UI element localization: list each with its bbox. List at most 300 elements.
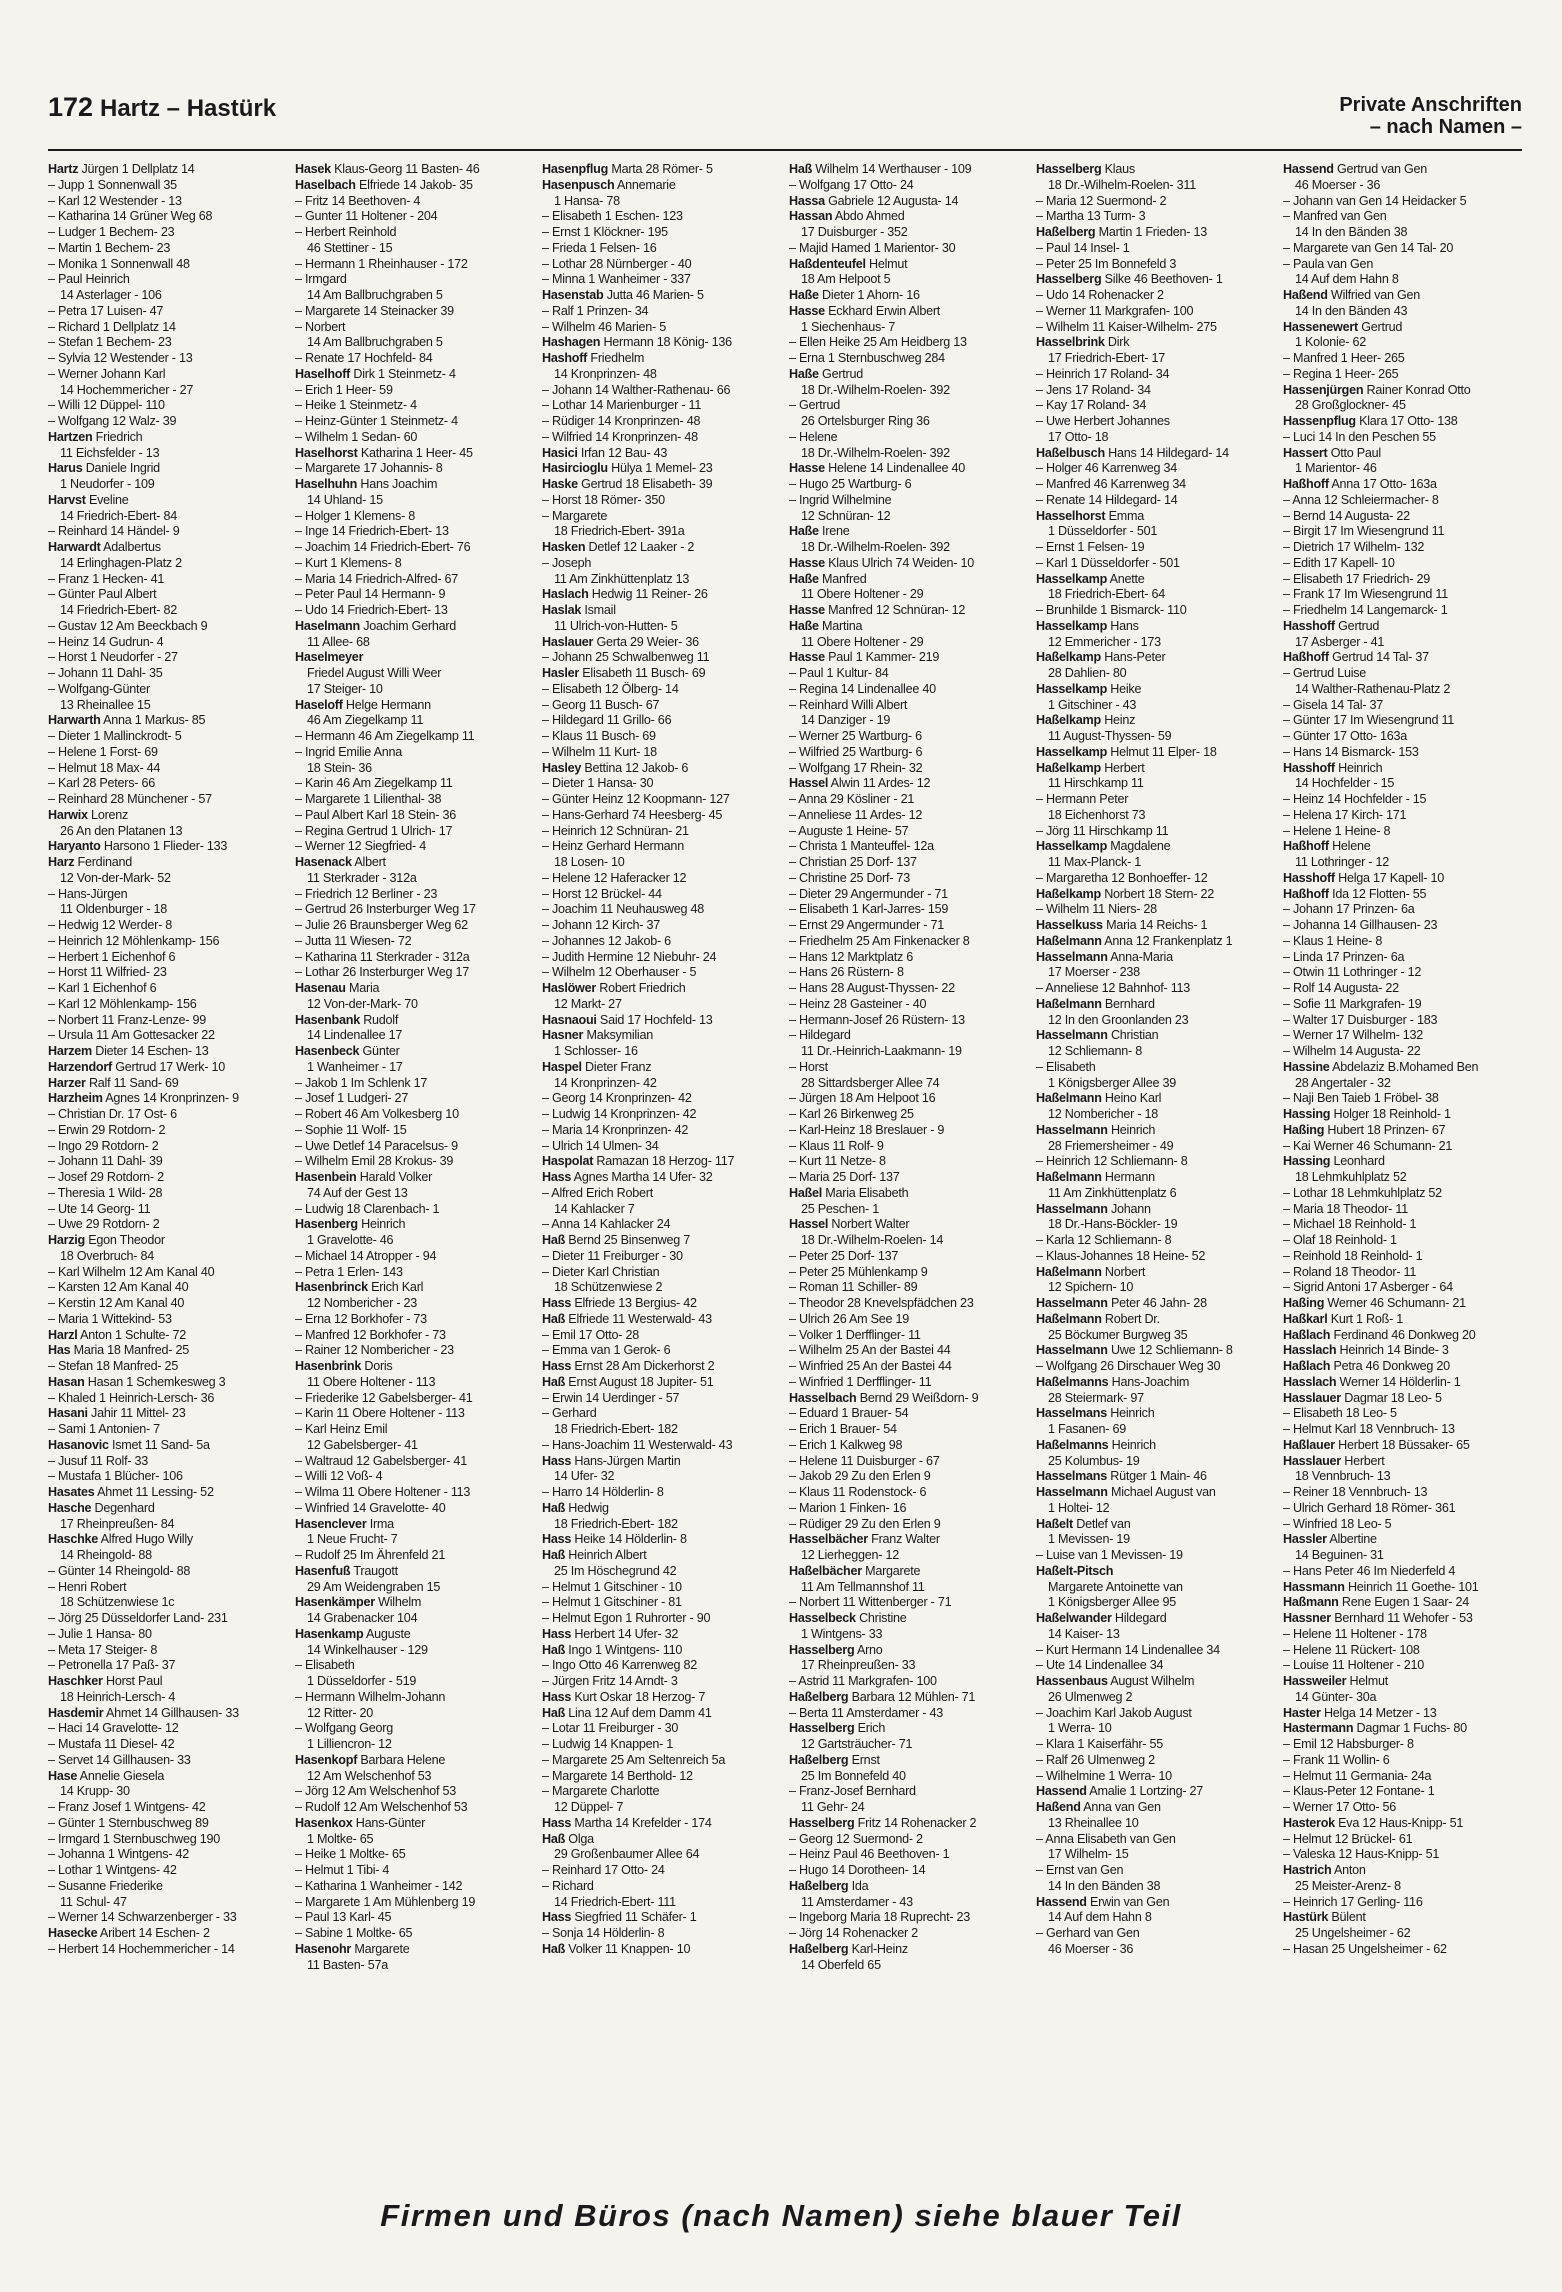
directory-entry: – Heinz-Günter 1 Steinmetz- 4 bbox=[295, 414, 458, 428]
directory-entry: – Emil 12 Habsburger- 8 bbox=[1283, 1737, 1414, 1751]
directory-entry: – Ernst van Gen bbox=[1036, 1863, 1124, 1877]
surname: Hassine bbox=[1283, 1059, 1330, 1074]
directory-entry: – Martin 1 Bechem- 23 bbox=[48, 240, 171, 255]
directory-entry: Haßlach Ferdinand 46 Donkweg 20 bbox=[1283, 1327, 1476, 1342]
surname: Hass bbox=[542, 1532, 572, 1547]
directory-entry: – Karin 11 Obere Holtener - 113 bbox=[295, 1406, 465, 1421]
directory-entry: 12 Markt- 27 bbox=[554, 996, 622, 1011]
directory-entry: – Hans 14 Bismarck- 153 bbox=[1283, 744, 1419, 759]
directory-entry: 1 Düsseldorfer - 501 bbox=[1048, 524, 1158, 539]
directory-entry: Haslöwer Robert Friedrich bbox=[542, 981, 686, 995]
directory-entry: Haßelmanns Heinrich bbox=[1036, 1437, 1156, 1452]
directory-entry: – Klaus-Peter 12 Fontane- 1 bbox=[1283, 1784, 1435, 1799]
directory-entry: Hassler Albertine bbox=[1283, 1532, 1377, 1547]
directory-entry: Friedel August Willi Weer bbox=[307, 666, 442, 680]
directory-entry: Hassend Gertrud van Gen bbox=[1283, 162, 1428, 176]
directory-entry: – Johann 14 Walther-Rathenau- 66 bbox=[542, 382, 731, 397]
directory-entry: – Roman 11 Schiller- 89 bbox=[789, 1280, 918, 1295]
directory-entry: Harus Daniele Ingrid bbox=[48, 461, 160, 476]
directory-entry: – Hedwig 12 Werder- 8 bbox=[48, 918, 173, 932]
directory-entry: – Dieter 1 Hansa- 30 bbox=[542, 776, 654, 791]
directory-entry: – Sonja 14 Hölderlin- 8 bbox=[542, 1926, 665, 1940]
surname: Hashoff bbox=[542, 351, 588, 365]
surname: Haslauer bbox=[542, 634, 594, 649]
directory-entry: – Richard 1 Dellplatz 14 bbox=[48, 319, 176, 334]
surname: Hasse bbox=[789, 303, 825, 318]
directory-entry: – Richard bbox=[542, 1878, 594, 1893]
directory-entry: Hasan Hasan 1 Schemkesweg 3 bbox=[48, 1374, 226, 1389]
directory-entry: – Hans-Joachim 11 Westerwald- 43 bbox=[542, 1437, 733, 1452]
directory-entry: Hasselbrink Dirk bbox=[1036, 335, 1130, 350]
directory-entry: – Kurt 11 Netze- 8 bbox=[789, 1154, 886, 1169]
directory-entry: Hasselmann Peter 46 Jahn- 28 bbox=[1036, 1296, 1207, 1310]
directory-entry: – Christa 1 Manteuffel- 12a bbox=[789, 839, 934, 854]
directory-entry: – Renate 14 Hildegard- 14 bbox=[1036, 492, 1178, 507]
directory-entry: 12 Düppel- 7 bbox=[554, 1800, 624, 1814]
directory-entry: Hasenkox Hans-Günter bbox=[295, 1815, 426, 1830]
surname: Hasselmann bbox=[1036, 1201, 1108, 1216]
directory-entry: 17 Rheinpreußen- 84 bbox=[60, 1516, 175, 1531]
directory-entry: – Georg 12 Suermond- 2 bbox=[789, 1831, 923, 1846]
section-label-line1: Private Anschriften bbox=[1339, 94, 1522, 116]
directory-entry: Haß Volker 11 Knappen- 10 bbox=[542, 1941, 691, 1956]
directory-entry: – Linda 17 Prinzen- 6a bbox=[1283, 949, 1405, 964]
directory-entry: – Heinz 14 Gudrun- 4 bbox=[48, 634, 164, 649]
directory-entry: – Dietrich 17 Wilhelm- 132 bbox=[1283, 540, 1425, 554]
directory-entry: 12 Schliemann- 8 bbox=[1048, 1044, 1143, 1058]
directory-entry: – Johann 17 Prinzen- 6a bbox=[1283, 902, 1415, 917]
surname: Harzem bbox=[48, 1044, 92, 1058]
directory-entry: – Frieda 1 Felsen- 16 bbox=[542, 240, 657, 255]
directory-entry: – Uwe Herbert Johannes bbox=[1036, 414, 1170, 428]
directory-entry: 18 Lehmkuhlplatz 52 bbox=[1295, 1170, 1407, 1184]
directory-entry: 14 Krupp- 30 bbox=[60, 1784, 130, 1799]
directory-entry: – Manfred 12 Borkhofer - 73 bbox=[295, 1327, 446, 1342]
directory-entry: – Ursula 11 Am Gottesacker 22 bbox=[48, 1028, 215, 1043]
directory-entry: – Norbert 11 Franz-Lenze- 99 bbox=[48, 1012, 206, 1027]
directory-entry: Hasselmann Heinrich bbox=[1036, 1122, 1156, 1137]
directory-entry: Hasenau Maria bbox=[295, 981, 380, 995]
directory-entry: – Willi 12 Düppel- 110 bbox=[48, 398, 165, 413]
directory-entry: – Herbert 14 Hochemmericher - 14 bbox=[48, 1941, 235, 1956]
directory-entry: – Hermann Wilhelm-Johann bbox=[295, 1689, 446, 1704]
surname: Hass bbox=[542, 1453, 572, 1468]
directory-entry: – Holger 1 Klemens- 8 bbox=[295, 508, 416, 523]
directory-entry: – Manfred 1 Heer- 265 bbox=[1283, 351, 1405, 365]
directory-entry: Harzer Ralf 11 Sand- 69 bbox=[48, 1075, 179, 1090]
surname: Hashagen bbox=[542, 335, 601, 350]
directory-entry: Hasenkamp Auguste bbox=[295, 1626, 411, 1641]
page-number: 172 bbox=[48, 92, 94, 122]
surname: Hasselmann bbox=[1036, 1296, 1108, 1310]
surname: Hasselberg bbox=[789, 1642, 855, 1657]
surname: Haster bbox=[1283, 1705, 1321, 1720]
directory-entry: Haß Lina 12 Auf dem Damm 41 bbox=[542, 1705, 712, 1720]
directory-entry: Hasecke Aribert 14 Eschen- 2 bbox=[48, 1926, 210, 1940]
directory-entry: Hass Agnes Martha 14 Ufer- 32 bbox=[542, 1170, 713, 1184]
surname: Hasselhorst bbox=[1036, 508, 1106, 523]
directory-entry: – Franz Josef 1 Wintgens- 42 bbox=[48, 1800, 206, 1814]
directory-entry: Haslach Hedwig 11 Reiner- 26 bbox=[542, 587, 708, 602]
directory-entry: Haß Wilhelm 14 Werthauser - 109 bbox=[789, 162, 972, 176]
directory-entry: – Ute 14 Georg- 11 bbox=[48, 1201, 151, 1216]
directory-entry: – Georg 14 Kronprinzen- 42 bbox=[542, 1091, 692, 1106]
directory-entry: 18 Dr.-Wilhelm-Roelen- 392 bbox=[801, 382, 950, 397]
surname: Haß bbox=[542, 1705, 566, 1720]
directory-entry: Harz Ferdinand bbox=[48, 855, 133, 869]
directory-entry: – Hans 28 August-Thyssen- 22 bbox=[789, 981, 955, 995]
directory-entry: – Wolfgang 26 Dirschauer Weg 30 bbox=[1036, 1359, 1221, 1373]
surname: Haslöwer bbox=[542, 981, 596, 995]
directory-entry: – Horst 11 Wilfried- 23 bbox=[48, 965, 167, 980]
directory-entry: – Theresia 1 Wild- 28 bbox=[48, 1185, 163, 1200]
directory-entry: Hassweiler Helmut bbox=[1283, 1674, 1388, 1688]
directory-entry: – Mustafa 11 Diesel- 42 bbox=[48, 1737, 175, 1751]
directory-entry: – Wilhelm 25 An der Bastei 44 bbox=[789, 1343, 951, 1358]
directory-entry: – Khaled 1 Heinrich-Lersch- 36 bbox=[48, 1390, 215, 1405]
directory-entry: – Erna 12 Borkhofer - 73 bbox=[295, 1311, 427, 1326]
surname: Haß bbox=[542, 1548, 566, 1562]
directory-entry: – Elisabeth 18 Leo- 5 bbox=[1283, 1406, 1397, 1421]
directory-entry: – Johann 11 Dahl- 35 bbox=[48, 666, 163, 680]
surname: Hasenbeck bbox=[295, 1044, 360, 1058]
directory-entry: – Margarete 14 Steinacker 39 bbox=[295, 303, 454, 318]
directory-entry: – Margaretha 12 Bonhoeffer- 12 bbox=[1036, 870, 1208, 885]
surname: Hassend bbox=[1283, 162, 1334, 176]
directory-entry: 46 Moerser - 36 bbox=[1295, 177, 1381, 192]
directory-entry: Hasselkamp Anette bbox=[1036, 571, 1145, 586]
surname: Hasselkamp bbox=[1036, 744, 1108, 759]
directory-entry: Haßelbusch Hans 14 Hildegard- 14 bbox=[1036, 445, 1229, 460]
directory-entry: – Friedhelm 14 Langemarck- 1 bbox=[1283, 603, 1448, 617]
directory-entry: – Rainer 12 Nombericher - 23 bbox=[295, 1343, 454, 1358]
surname: Hastermann bbox=[1283, 1721, 1354, 1736]
directory-entry: Haßelmann Bernhard bbox=[1036, 996, 1155, 1011]
directory-entry: 11 Obere Holtener - 29 bbox=[801, 587, 924, 602]
surname: Haß bbox=[542, 1642, 566, 1657]
directory-entry: Haßelberg Martin 1 Frieden- 13 bbox=[1036, 225, 1207, 239]
directory-entry: – Fritz 14 Beethoven- 4 bbox=[295, 193, 421, 208]
surname: Hasenkox bbox=[295, 1815, 353, 1830]
directory-entry: – Monika 1 Sonnenwall 48 bbox=[48, 256, 190, 271]
directory-entry: Hasslach Werner 14 Hölderlin- 1 bbox=[1283, 1374, 1461, 1389]
directory-entry: – Dieter 11 Freiburger - 30 bbox=[542, 1248, 683, 1263]
directory-entry: 14 Walther-Rathenau-Platz 2 bbox=[1295, 681, 1451, 696]
directory-entry: Hassan Abdo Ahmed bbox=[789, 209, 905, 224]
directory-entry: 26 Ortelsburger Ring 36 bbox=[801, 414, 930, 428]
surname: Haßkarl bbox=[1283, 1311, 1328, 1326]
directory-entry: 28 Sittardsberger Allee 74 bbox=[801, 1075, 940, 1090]
surname: Hasse bbox=[789, 461, 825, 476]
surname: Haßelt bbox=[1036, 1516, 1073, 1531]
surname: Haßhoff bbox=[1283, 839, 1329, 854]
directory-entry: – Karl 1 Eichenhof 6 bbox=[48, 981, 157, 995]
directory-entry: 25 Böckumer Burgweg 35 bbox=[1048, 1327, 1188, 1342]
footer-note: Firmen und Büros (nach Namen) siehe blauer Teil bbox=[380, 2198, 1182, 2233]
surname: Hasslach bbox=[1283, 1343, 1337, 1358]
directory-entry: – Wilma 11 Obere Holtener - 113 bbox=[295, 1485, 471, 1499]
surname: Harwix bbox=[48, 807, 88, 822]
directory-entry: 1 Werra- 10 bbox=[1048, 1721, 1112, 1736]
directory-entry: – Udo 14 Rohenacker 2 bbox=[1036, 288, 1164, 302]
directory-entry: 12 Nombericher - 18 bbox=[1048, 1107, 1159, 1121]
directory-entry: – Judith Hermine 12 Niebuhr- 24 bbox=[542, 949, 717, 964]
surname: Haslak bbox=[542, 603, 582, 617]
directory-entry: Hasani Jahir 11 Mittel- 23 bbox=[48, 1406, 186, 1421]
directory-entry: – Helene 12 Haferacker 12 bbox=[542, 870, 687, 885]
directory-column-5 bbox=[1036, 162, 1274, 2162]
directory-entry: – Katharina 1 Wanheimer - 142 bbox=[295, 1878, 463, 1893]
directory-entry: 14 Danziger - 19 bbox=[801, 713, 891, 728]
directory-entry: Hassing Holger 18 Reinhold- 1 bbox=[1283, 1107, 1451, 1121]
directory-entry: Hasselbächer Franz Walter bbox=[789, 1532, 940, 1547]
surname: Hasani bbox=[48, 1406, 88, 1421]
surname: Hasselbrink bbox=[1036, 335, 1105, 350]
directory-entry: – Kerstin 12 Am Kanal 40 bbox=[48, 1296, 185, 1310]
surname: Hasselmans bbox=[1036, 1406, 1108, 1421]
directory-entry: – Wilfried 14 Kronprinzen- 48 bbox=[542, 429, 698, 444]
surname: Hasenstab bbox=[542, 288, 604, 302]
surname: Hasanovic bbox=[48, 1437, 109, 1452]
directory-entry: Hasselkamp Heike bbox=[1036, 681, 1142, 696]
surname: Hasselbeck bbox=[789, 1611, 856, 1625]
directory-entry: 1 Neue Frucht- 7 bbox=[307, 1532, 398, 1547]
directory-entry: 11 August-Thyssen- 59 bbox=[1048, 729, 1172, 743]
surname: Hastrich bbox=[1283, 1863, 1332, 1877]
header-rule bbox=[48, 149, 1522, 151]
directory-entry: – Elisabeth 1 Karl-Jarres- 159 bbox=[789, 902, 949, 917]
directory-entry: – Jörg 25 Düsseldorfer Land- 231 bbox=[48, 1611, 228, 1625]
surname: Haß bbox=[542, 1500, 566, 1515]
directory-entry: – Erich 1 Brauer- 54 bbox=[789, 1422, 897, 1436]
directory-entry: – Lothar 18 Lehmkuhlplatz 52 bbox=[1283, 1185, 1442, 1200]
surname: Hasenbrink bbox=[295, 1359, 362, 1373]
surname: Haßelberg bbox=[789, 1689, 849, 1704]
directory-entry: Hasates Ahmet 11 Lessing- 52 bbox=[48, 1485, 214, 1499]
directory-entry: Haßing Hubert 18 Prinzen- 67 bbox=[1283, 1122, 1446, 1137]
directory-entry: 14 Friedrich-Ebert- 111 bbox=[554, 1894, 676, 1909]
directory-entry: 11 Eichsfelder - 13 bbox=[60, 445, 160, 460]
directory-entry: 12 Gabelsberger- 41 bbox=[307, 1437, 418, 1452]
directory-entry: – Joachim 11 Neuhausweg 48 bbox=[542, 902, 704, 917]
directory-entry: Harwarth Anna 1 Markus- 85 bbox=[48, 713, 206, 728]
directory-entry: – Elisabeth 17 Friedrich- 29 bbox=[1283, 571, 1431, 586]
directory-entry: – Hugo 14 Dorotheen- 14 bbox=[789, 1863, 926, 1877]
directory-entry: Hassine Abdelaziz B.Mohamed Ben bbox=[1283, 1059, 1479, 1074]
directory-entry: – Katharina 14 Grüner Weg 68 bbox=[48, 209, 213, 224]
directory-entry: Hasselkamp Hans bbox=[1036, 618, 1139, 633]
directory-entry: – Heinrich 12 Schliemann- 8 bbox=[1036, 1154, 1188, 1169]
directory-entry: – Jutta 11 Wiesen- 72 bbox=[295, 933, 412, 948]
directory-entry: Haske Gertrud 18 Elisabeth- 39 bbox=[542, 477, 713, 491]
surname: Haßelmann bbox=[1036, 933, 1102, 948]
directory-entry: – Heinrich 12 Schnüran- 21 bbox=[542, 823, 689, 838]
directory-entry: Haße Irene bbox=[789, 524, 850, 539]
directory-entry: Haßelkamp Hans-Peter bbox=[1036, 650, 1166, 665]
surname: Hasenbank bbox=[295, 1012, 360, 1027]
directory-entry: 14 In den Bänden 38 bbox=[1295, 225, 1408, 239]
directory-entry: – Horst 1 Neudorfer - 27 bbox=[48, 650, 178, 665]
directory-entry: – Anna 12 Schleiermacher- 8 bbox=[1283, 492, 1439, 507]
directory-entry: – Elisabeth 12 Ölberg- 14 bbox=[542, 681, 679, 696]
directory-entry: Haslauer Gerta 29 Weier- 36 bbox=[542, 634, 699, 649]
directory-entry: Hass Elfriede 13 Bergius- 42 bbox=[542, 1296, 697, 1310]
directory-entry: 14 Hochfelder - 15 bbox=[1295, 776, 1395, 791]
directory-entry: 17 Rheinpreußen- 33 bbox=[801, 1658, 916, 1673]
surname: Hartzen bbox=[48, 429, 93, 444]
directory-entry: Harwix Lorenz bbox=[48, 807, 129, 822]
surname: Has bbox=[48, 1343, 71, 1358]
directory-entry: Hass Kurt Oskar 18 Herzog- 7 bbox=[542, 1689, 706, 1704]
directory-entry: 12 Emmericher - 173 bbox=[1048, 634, 1161, 649]
directory-entry: Hasenfuß Traugott bbox=[295, 1563, 398, 1578]
directory-entry: Hastermann Dagmar 1 Fuchs- 80 bbox=[1283, 1721, 1467, 1736]
directory-entry: – Franz 1 Hecken- 41 bbox=[48, 571, 165, 586]
surname: Harzig bbox=[48, 1233, 85, 1247]
surname: Haßelmann bbox=[1036, 1091, 1102, 1106]
directory-entry: – Edith 17 Kapell- 10 bbox=[1283, 555, 1395, 570]
directory-entry: Hassenpflug Klara 17 Otto- 138 bbox=[1283, 414, 1458, 428]
directory-entry: 14 Kronprinzen- 48 bbox=[554, 366, 657, 381]
directory-entry: 29 Am Weidengraben 15 bbox=[307, 1579, 441, 1594]
directory-entry: – Klaus 11 Rolf- 9 bbox=[789, 1138, 884, 1153]
directory-column-3 bbox=[542, 162, 780, 2162]
surname: Hassel bbox=[789, 1217, 829, 1232]
directory-entry: – Christian Dr. 17 Ost- 6 bbox=[48, 1107, 177, 1121]
directory-entry: – Jupp 1 Sonnenwall 35 bbox=[48, 177, 177, 192]
directory-entry: Hasslauer Dagmar 18 Leo- 5 bbox=[1283, 1390, 1442, 1405]
directory-entry: – Jusuf 11 Rolf- 33 bbox=[48, 1453, 149, 1468]
directory-entry: Haßelbächer Margarete bbox=[789, 1563, 921, 1578]
directory-entry: – Wilhelm Emil 28 Krokus- 39 bbox=[295, 1154, 454, 1169]
directory-entry: 26 An den Platanen 13 bbox=[60, 823, 183, 838]
directory-entry: – Kai Werner 46 Schumann- 21 bbox=[1283, 1138, 1453, 1153]
directory-entry: – Petra 17 Luisen- 47 bbox=[48, 303, 164, 318]
directory-entry: – Lothar 14 Marienburger - 11 bbox=[542, 398, 702, 413]
directory-entry: Haßelmann Robert Dr. bbox=[1036, 1311, 1160, 1326]
directory-entry: 12 Spichern- 10 bbox=[1048, 1280, 1134, 1295]
directory-entry: Hasselmann Uwe 12 Schliemann- 8 bbox=[1036, 1343, 1233, 1358]
directory-entry: – Günter 1 Sternbuschweg 89 bbox=[48, 1815, 209, 1830]
surname: Haß bbox=[542, 1941, 566, 1956]
surname: Hass bbox=[542, 1359, 572, 1373]
directory-entry: – Reiner 18 Vennbruch- 13 bbox=[1283, 1485, 1428, 1499]
directory-entry: – Gertrud Luise bbox=[1283, 666, 1367, 680]
directory-entry: – Paul Heinrich bbox=[48, 272, 130, 287]
directory-entry: Has Maria 18 Manfred- 25 bbox=[48, 1343, 190, 1358]
directory-entry: – Friedrich 12 Berliner - 23 bbox=[295, 886, 438, 901]
surname: Hass bbox=[542, 1170, 572, 1184]
directory-entry: – Elisabeth bbox=[295, 1658, 355, 1673]
directory-entry: – Herbert 1 Eichenhof 6 bbox=[48, 949, 176, 964]
directory-entry: Haße Dieter 1 Ahorn- 16 bbox=[789, 288, 920, 302]
directory-entry: 25 Kolumbus- 19 bbox=[1048, 1453, 1140, 1468]
directory-entry: 1 Königsberger Allee 39 bbox=[1048, 1075, 1176, 1090]
directory-entry: – Gerhard bbox=[542, 1406, 597, 1421]
directory-entry: Haßelmann Norbert bbox=[1036, 1264, 1146, 1279]
directory-entry: Harwardt Adalbertus bbox=[48, 540, 161, 554]
directory-entry: Haßlauer Herbert 18 Büssaker- 65 bbox=[1283, 1437, 1470, 1452]
directory-entry: – Inge 14 Friedrich-Ebert- 13 bbox=[295, 524, 449, 539]
directory-entry: Hasselbeck Christine bbox=[789, 1611, 907, 1625]
directory-entry: – Paul Albert Karl 18 Stein- 36 bbox=[295, 807, 456, 822]
directory-entry: 11 Am Tellmannshof 11 bbox=[801, 1579, 925, 1594]
directory-entry: Hasshoff Gertrud bbox=[1283, 618, 1380, 633]
directory-column-6 bbox=[1283, 162, 1521, 2162]
directory-entry: – Wilfried 25 Wartburg- 6 bbox=[789, 744, 923, 759]
surname: Harzl bbox=[48, 1327, 78, 1342]
directory-entry: 25 Im Bonnefeld 40 bbox=[801, 1768, 906, 1783]
directory-entry: 28 Friemersheimer - 49 bbox=[1048, 1138, 1174, 1153]
directory-entry: Hashagen Hermann 18 König- 136 bbox=[542, 335, 732, 350]
directory-entry: Hasselberg Silke 46 Beethoven- 1 bbox=[1036, 272, 1223, 287]
directory-entry: – Frank 11 Wollin- 6 bbox=[1283, 1752, 1390, 1767]
directory-entry: 26 Ulmenweg 2 bbox=[1048, 1689, 1133, 1704]
directory-entry: – Hasan 25 Ungelsheimer - 62 bbox=[1283, 1941, 1447, 1956]
directory-entry: 18 Vennbruch- 13 bbox=[1295, 1469, 1391, 1484]
directory-entry: 18 Dr.-Hans-Böckler- 19 bbox=[1048, 1217, 1178, 1232]
directory-entry: – Reinhold 18 Reinhold- 1 bbox=[1283, 1248, 1423, 1263]
directory-entry: – Helene 1 Forst- 69 bbox=[48, 744, 158, 759]
directory-entry: – Paul 14 Insel- 1 bbox=[1036, 240, 1130, 255]
directory-entry: – Ernst 1 Klöckner- 195 bbox=[542, 225, 668, 239]
directory-entry: – Wilhelm 1 Sedan- 60 bbox=[295, 429, 418, 444]
directory-entry: – Robert 46 Am Volkesberg 10 bbox=[295, 1107, 459, 1121]
surname: Harzheim bbox=[48, 1091, 103, 1106]
surname: Haßelmann bbox=[1036, 996, 1102, 1011]
directory-entry: – Rüdiger 14 Kronprinzen- 48 bbox=[542, 414, 701, 428]
directory-entry: – Werner 14 Schwarzenberger - 33 bbox=[48, 1910, 237, 1925]
directory-entry: – Brunhilde 1 Bismarck- 110 bbox=[1036, 603, 1187, 617]
directory-entry: 14 Friedrich-Ebert- 82 bbox=[60, 603, 177, 617]
surname: Hasselkuss bbox=[1036, 918, 1103, 932]
directory-entry: – Ute 14 Lindenallee 34 bbox=[1036, 1658, 1164, 1673]
directory-entry: – Margarete 1 Lilienthal- 38 bbox=[295, 792, 442, 806]
directory-entry: 14 Rheingold- 88 bbox=[60, 1548, 152, 1562]
surname: Hasselkamp bbox=[1036, 681, 1108, 696]
directory-entry: Haßelberg Barbara 12 Mühlen- 71 bbox=[789, 1689, 976, 1704]
directory-entry: – Maria 25 Dorf- 137 bbox=[789, 1170, 900, 1184]
surname: Harwardt bbox=[48, 540, 101, 554]
directory-entry: – Heinz 14 Hochfelder - 15 bbox=[1283, 792, 1427, 806]
directory-entry: – Rudolf 12 Am Welschenhof 53 bbox=[295, 1800, 468, 1814]
directory-entry: – Manfred van Gen bbox=[1283, 209, 1387, 224]
directory-entry: – Helmut 12 Brückel- 61 bbox=[1283, 1831, 1413, 1846]
surname: Hassenewert bbox=[1283, 319, 1358, 334]
surname: Harus bbox=[48, 461, 83, 476]
directory-entry: 1 Hansa- 78 bbox=[554, 193, 620, 208]
directory-entry: – Gustav 12 Am Beeckbach 9 bbox=[48, 618, 208, 633]
directory-entry: Hasenbrink Doris bbox=[295, 1359, 393, 1373]
directory-entry: 11 Lothringer - 12 bbox=[1295, 855, 1389, 869]
directory-entry: 25 Im Höschegrund 42 bbox=[554, 1563, 677, 1578]
directory-entry: Haßend Wilfried van Gen bbox=[1283, 288, 1421, 302]
surname: Hasshoff bbox=[1283, 870, 1335, 885]
directory-entry: – Uwe Detlef 14 Paracelsus- 9 bbox=[295, 1138, 458, 1153]
directory-entry: – Hermann-Josef 26 Rüstern- 13 bbox=[789, 1012, 965, 1027]
directory-entry: – Helmut 1 Gitschiner - 81 bbox=[542, 1595, 682, 1610]
directory-entry: – Helmut Egon 1 Ruhrorter - 90 bbox=[542, 1611, 711, 1625]
directory-entry: 18 Losen- 10 bbox=[554, 855, 625, 869]
directory-entry: – Sigrid Antoni 17 Asberger - 64 bbox=[1283, 1280, 1453, 1295]
directory-entry: – Petra 1 Erlen- 143 bbox=[295, 1264, 403, 1279]
directory-entry: Hasselkamp Helmut 11 Elper- 18 bbox=[1036, 744, 1217, 759]
directory-entry: – Hans 12 Marktplatz 6 bbox=[789, 949, 913, 964]
directory-entry: Haryanto Harsono 1 Flieder- 133 bbox=[48, 839, 228, 854]
surname: Haßelmann bbox=[1036, 1311, 1102, 1326]
surname: Hassler bbox=[1283, 1532, 1327, 1547]
directory-entry: 14 Winkelhauser - 129 bbox=[307, 1642, 428, 1657]
